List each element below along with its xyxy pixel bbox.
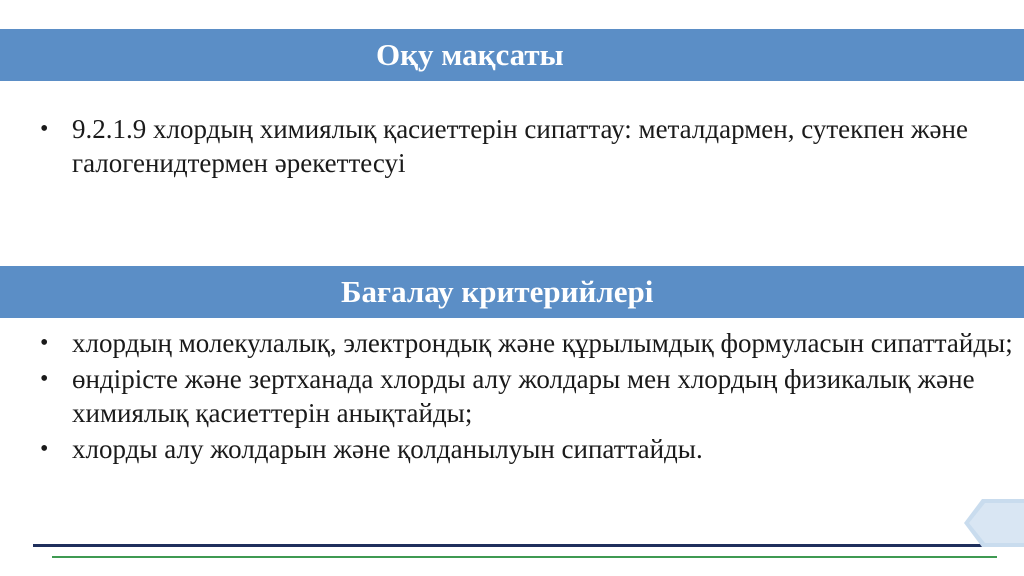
objectives-heading: Оқу мақсаты <box>376 37 564 72</box>
criteria-list <box>40 326 1020 468</box>
bullet-icon: • <box>40 436 49 462</box>
objectives-heading-band <box>0 29 1024 81</box>
objectives-list <box>40 112 1020 180</box>
footer-divider-green <box>52 556 997 558</box>
bullet-icon: • <box>40 116 49 142</box>
bullet-icon: • <box>40 330 49 356</box>
list-item <box>40 326 1020 360</box>
objective-text: 9.2.1.9 хлордың химиялық қасиеттерін сипаттау: металдармен, сутекпен және галогенидтермен әрекеттесуі <box>72 114 968 178</box>
criteria-heading-band <box>0 266 1024 318</box>
previous-slide-arrow-icon[interactable] <box>964 499 1024 547</box>
criterion-text: хлорды алу жолдарын және қолданылуын сипаттайды. <box>72 434 703 464</box>
list-item <box>40 362 1020 430</box>
bullet-icon: • <box>40 366 49 392</box>
criterion-text: хлордың молекулалық, электрондық және құрылымдық формуласын сипаттайды; <box>72 328 1013 358</box>
criteria-heading: Бағалау критерийлері <box>341 274 654 309</box>
footer-divider-dark <box>33 544 997 547</box>
criterion-text: өндірісте және зертханада хлорды алу жолдары мен хлордың физикалық және химиялық қасиеттерін анықтайды; <box>72 364 975 428</box>
list-item <box>40 432 1020 466</box>
list-item <box>40 112 1020 180</box>
